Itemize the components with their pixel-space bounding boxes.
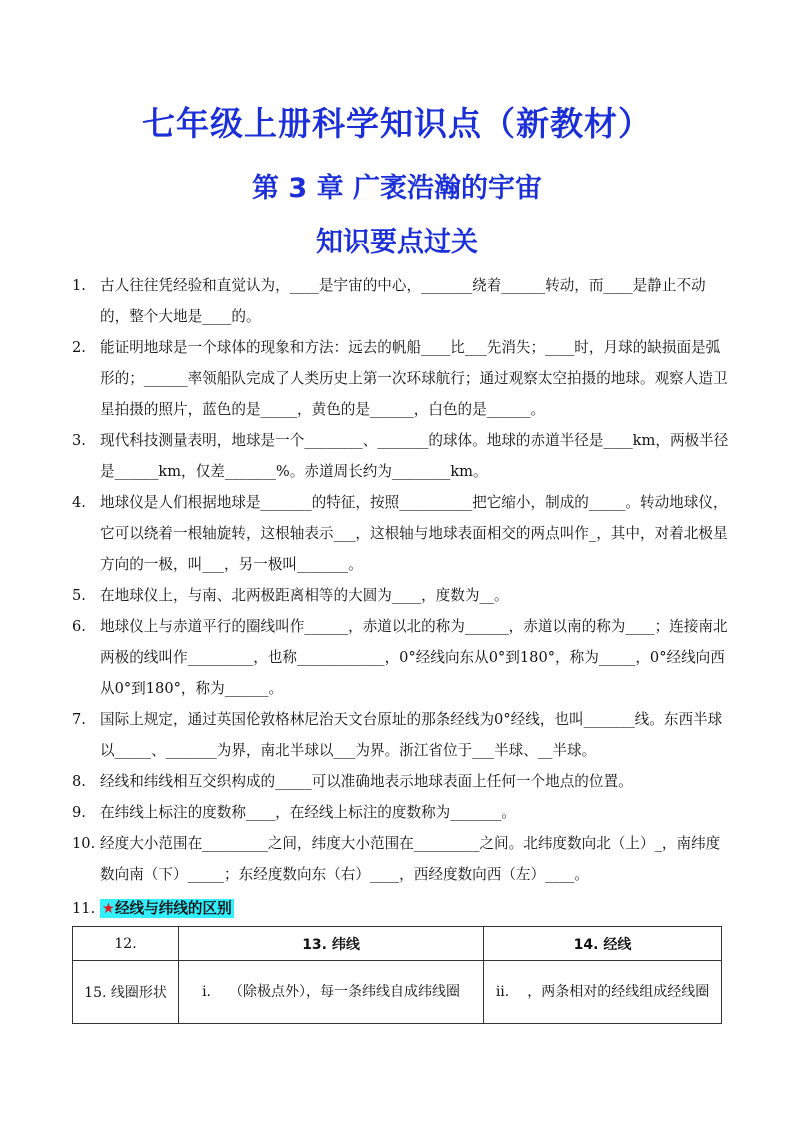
item-text: 在地球仪上，与南、北两极距离相等的大圆为____，度数为__。 bbox=[100, 587, 509, 604]
item-text: 能证明地球是一个球体的现象和方法：远去的帆船____比___先消失；____时，月球的缺损面是弧形的；______率领船队完成了人类历史上第一次环球航行；通过观察太空拍摄的地球。观察人造卫星拍摄的照片，蓝色的是_____，黄色的是______，白色的是______。 bbox=[100, 339, 728, 418]
roman-marker: i. bbox=[202, 984, 211, 1000]
list-item bbox=[72, 425, 732, 487]
comparison-table bbox=[72, 926, 722, 1024]
item-text: 现代科技测量表明，地球是一个________、_______的球体。地球的赤道半径是____km，两极半径是______km，仅差_______%。赤道周长约为________km。 bbox=[100, 432, 729, 480]
item-text: 经度大小范围在_________之间，纬度大小范围在_________之间。北纬度数向北（上）_，南纬度数向南（下）_____；东经度数向东（右）____，西经度数向西（左）____。 bbox=[100, 835, 721, 883]
table-header-row bbox=[73, 927, 722, 961]
item-text: 地球仪上与赤道平行的圈线叫作______，赤道以北的称为______，赤道以南的称为____；连接南北两极的线叫作_________，也称____________，0°经线向东从0°到180°，称为_____，0°经线向西从0°到180°，称为______。 bbox=[100, 618, 728, 697]
list-item bbox=[72, 611, 732, 704]
latitude-cell bbox=[179, 961, 484, 1024]
row-label: 15. 线圈形状 bbox=[73, 961, 179, 1024]
table-row bbox=[73, 961, 722, 1024]
cell-text: （除极点外），每一条纬线自成纬线圈 bbox=[229, 984, 460, 1000]
item-text: 在纬线上标注的度数称____，在经线上标注的度数称为_______。 bbox=[100, 804, 516, 821]
list-item bbox=[72, 797, 732, 828]
item-text: 地球仪是人们根据地球是_______的特征，按照__________把它缩小，制成的_____。转动地球仪，它可以绕着一根轴旋转，这根轴表示___，这根轴与地球表面相交的两点叫作_，其中，对着北极星方向的一极，叫___，另一极叫_______。 bbox=[100, 494, 728, 573]
longitude-cell bbox=[484, 961, 722, 1024]
item-number: 9. bbox=[72, 804, 86, 821]
page-title: 七年级上册科学知识点（新教材） bbox=[142, 104, 652, 143]
list-item bbox=[72, 766, 732, 797]
question-list bbox=[72, 270, 732, 890]
list-item bbox=[72, 580, 732, 611]
chapter-title: 第 3 章 广袤浩瀚的宇宙 bbox=[252, 173, 542, 204]
item-number: 6. bbox=[72, 618, 86, 635]
list-item bbox=[72, 828, 732, 890]
item-number: 1. bbox=[72, 277, 86, 294]
item-number: 2. bbox=[72, 339, 86, 356]
comparison-heading bbox=[72, 897, 234, 921]
item-number: 7. bbox=[72, 711, 86, 728]
list-item bbox=[72, 270, 732, 332]
item-number: 11. bbox=[72, 900, 96, 917]
header-cell-latitude: 13. 纬线 bbox=[179, 927, 484, 961]
highlighted-label bbox=[100, 899, 234, 918]
item-number: 8. bbox=[72, 773, 86, 790]
item-number: 10. bbox=[72, 835, 96, 852]
list-item bbox=[72, 487, 732, 580]
item-number: 3. bbox=[72, 432, 86, 449]
item-number: 5. bbox=[72, 587, 86, 604]
header-cell-number: 12. bbox=[73, 927, 179, 961]
section-title: 知识要点过关 bbox=[316, 227, 478, 258]
roman-marker: ii. bbox=[495, 984, 510, 1000]
item-text: 国际上规定，通过英国伦敦格林尼治天文台原址的那条经线为0°经线，也叫_______线。东西半球以_____、_______为界，南北半球以___为界。浙江省位于___半球、__半球。 bbox=[100, 711, 723, 759]
list-item bbox=[72, 332, 732, 425]
item-text: 古人往往凭经验和直觉认为，____是宇宙的中心，_______绕着______转动，而____是静止不动的，整个大地是____的。 bbox=[100, 277, 706, 325]
heading-text: 经线与纬线的区别 bbox=[114, 900, 232, 917]
list-item bbox=[72, 704, 732, 766]
item-text: 经线和纬线相互交织构成的_____可以准确地表示地球表面上任何一个地点的位置。 bbox=[100, 773, 633, 790]
cell-text: ，两条相对的经线组成经线圈 bbox=[527, 984, 710, 1000]
star-icon: ★ bbox=[101, 900, 115, 917]
header-cell-longitude: 14. 经线 bbox=[484, 927, 722, 961]
item-number: 4. bbox=[72, 494, 86, 511]
